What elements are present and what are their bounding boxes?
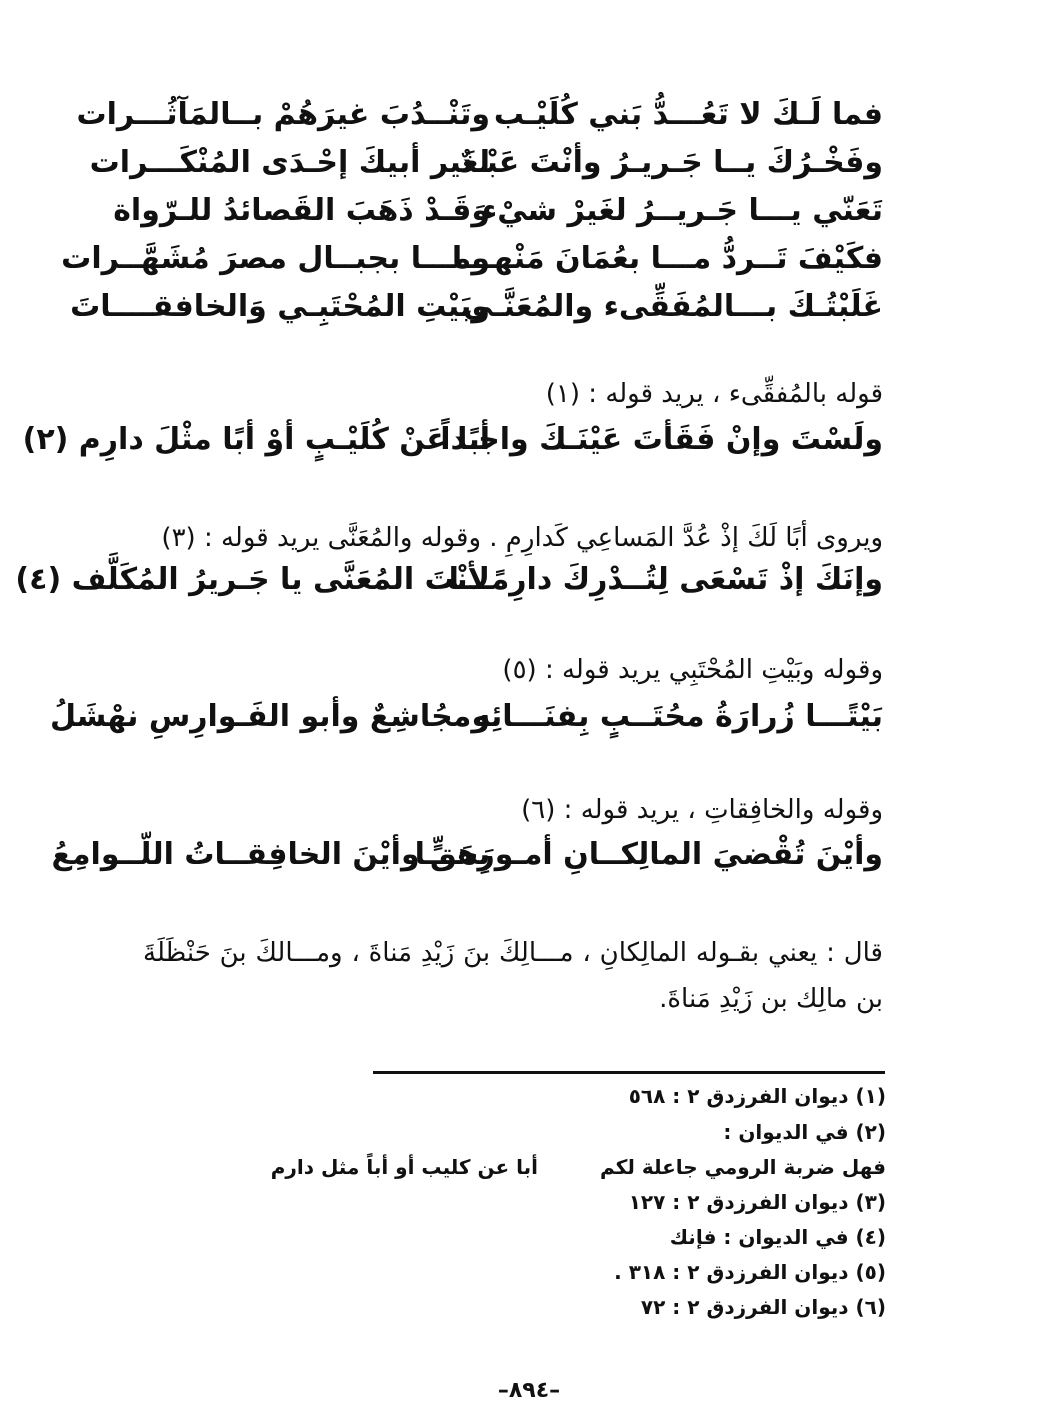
section-4-verse-second: بِحَقٍّ وأيْنَ الخافِقــاتُ اللّــوامِعُ — [51, 837, 490, 872]
footnote-3: (٣) ديوان الفرزدق ٢ : ١٢٧ — [628, 1190, 886, 1214]
page-number: –٨٩٤– — [497, 1378, 561, 1403]
poem-line-1-second-hemistich: وتَنْــدُبَ غيرَهُمْ بــالمَآثُـــرات — [76, 97, 490, 132]
section-4-intro: وقوله والخافِقاتِ ، يريد قوله : (٦) — [521, 795, 883, 825]
footnote-2: (٢) في الديوان : — [723, 1120, 886, 1144]
poem-line-3-first-hemistich: تَعَنّي يـــا جَـريــرُ لغَيرْ شيْء — [481, 193, 883, 228]
section-1-verse-first: ولَسْتَ وإنْ فَقَأتَ عَيْنَـكَ واجـداً — [440, 422, 883, 457]
poem-line-4-second-hemistich: ومـــا بجبــال مصرَ مُشَهَّــرات — [61, 241, 490, 276]
poem-line-1-first-hemistich: فما لَـكَ لا تَعُـــدُّ بَني كُلَيْـب — [493, 97, 883, 132]
poem-line-3-second-hemistich: وَقَـدْ ذَهَبَ القَصائدُ للـرّواة — [113, 193, 490, 228]
poem-line-4-first-hemistich: فكَيْفَ تَــردُّ مـــا بعُمَانَ مَنْهـــا — [451, 241, 883, 276]
section-3-verse-second: ومجُاشِعٌ وأبو الفَـوارِسِ نهْشَلُ — [50, 699, 490, 734]
section-2-verse-second: لأنْتَ المُعَنَّى يا جَـريرُ المُكَلَّف (٤) — [15, 562, 490, 597]
closing-paragraph: قال : يعني بقـوله المالِكانِ ، مـــالِكَ بنَ زَيْدِ مَناةَ ، ومـــالكَ بنَ حَنْظَلَةَ بن مالِك بن زَيْدِ مَناةَ. — [143, 938, 883, 1014]
section-1-intro: قوله بالمُفقِّىء ، يريد قوله : (١) — [545, 379, 883, 409]
footnote-6: (٦) ديوان الفرزدق ٢ : ٧٢ — [640, 1295, 886, 1319]
section-3-intro: وقوله وبَيْتِ المُحْتَبِي يريد قوله : (٥) — [502, 655, 883, 685]
section-2-verse-first: وإنَكَ إذْ تَسْعَى لِتُــدْرِكَ دارِمًـــا — [448, 562, 883, 597]
poem-line-2-first-hemistich: وفَخْـرُكَ يــا جَـريـرُ وأنْتَ عَبْـدٌ — [458, 145, 883, 180]
poem-line-5-first-hemistich: غَلَبْتُـكَ بـــالمُفَقِّىء والمُعَنَّـى — [463, 289, 883, 324]
footnote-1: (١) ديوان الفرزدق ٢ : ٥٦٨ — [628, 1084, 886, 1108]
section-4-verse-first: وأيْنَ تُقْضيَ المالِكــانِ أمـورَهـــا — [414, 837, 883, 872]
section-1-verse-second: أبًا عَنْ كُلَيْـبٍ أوْ أبًا مثْلَ دارِم (٢) — [22, 422, 490, 457]
section-2-intro: ويروى أبًا لَكَ إذْ عُدَّ المَساعِي كَدارِمِ . وقوله والمُعَنَّى يريد قوله : (٣) — [161, 523, 883, 553]
footnote-2-verse-first: فهل ضربة الرومي جاعلة لكم — [600, 1155, 886, 1179]
footnote-5: (٥) ديوان الفرزدق ٢ : ٣١٨ . — [614, 1260, 886, 1284]
poem-line-5-second-hemistich: وبَيْتِ المُحْتَبِـي وَالخافقــــاتَ — [70, 289, 490, 324]
footnote-4: (٤) في الديوان : فإنك — [669, 1225, 886, 1249]
section-3-verse-first: بَيْتًـــا زُرارَةُ محُتَــبٍ بِفنَـــائِه — [472, 699, 883, 734]
footnote-separator — [373, 1071, 885, 1074]
footnote-2-verse-second: أبا عن كليب أو أباً مثل دارم — [270, 1155, 538, 1179]
poem-line-2-second-hemistich: لغَير أبيكَ إحْـدَى المُنْكَـــرات — [89, 145, 490, 180]
